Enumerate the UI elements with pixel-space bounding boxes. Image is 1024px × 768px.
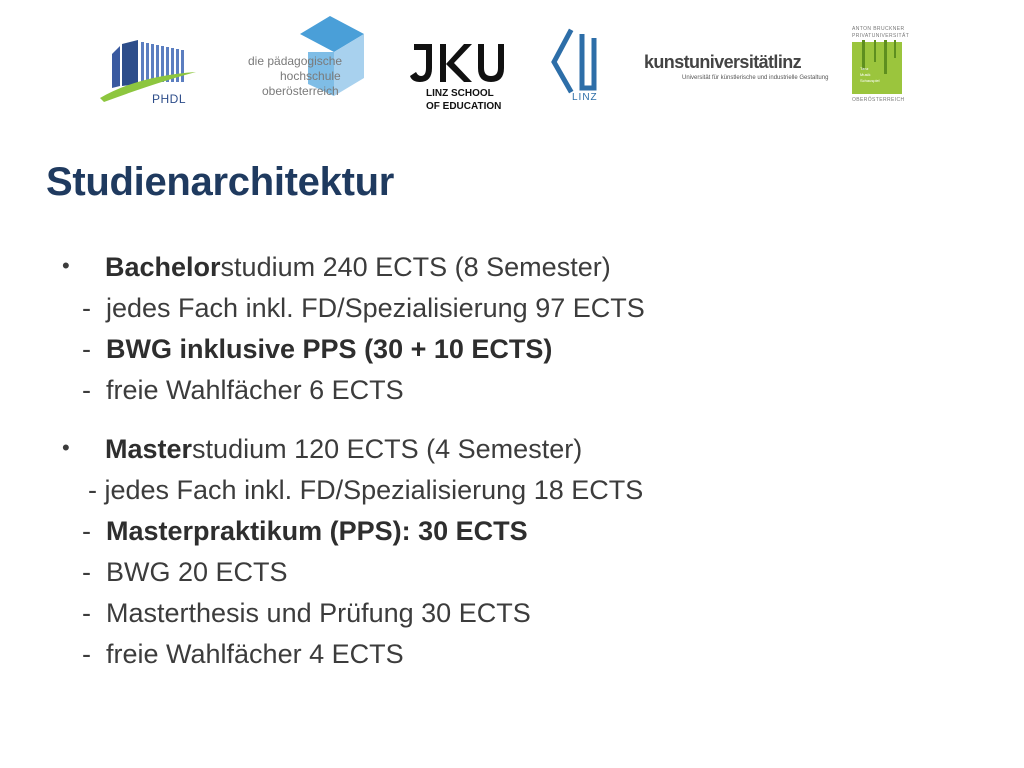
item-dash: - bbox=[88, 475, 105, 505]
bruckner-line3: OBERÖSTERREICH bbox=[852, 97, 905, 103]
bachelor-heading bbox=[105, 250, 611, 284]
item-dash: - bbox=[82, 557, 106, 587]
master-item bbox=[82, 514, 528, 548]
phdl-label: PHDL bbox=[152, 92, 187, 106]
phdl-logo bbox=[98, 36, 202, 108]
bruckner-green-line2: Musik bbox=[860, 72, 871, 77]
master-heading-rest: studium 120 ECTS (4 Semester) bbox=[192, 434, 583, 464]
jku-logo bbox=[410, 40, 506, 118]
item-dash: - bbox=[82, 334, 106, 364]
master-heading bbox=[105, 432, 582, 466]
item-text-bold: BWG inklusive PPS (30 + 10 ECTS) bbox=[106, 334, 553, 364]
ph-ooe-line2: hochschule bbox=[280, 69, 341, 83]
linz-label: LINZ bbox=[572, 92, 598, 103]
bruckner-green-line3: Schauspiel bbox=[860, 78, 880, 83]
jku-wordmark-icon bbox=[410, 40, 506, 86]
phdl-emblem-icon bbox=[98, 36, 202, 108]
master-heading-bold: Master bbox=[105, 434, 193, 464]
item-dash: - bbox=[82, 639, 106, 669]
kunstuni-logo bbox=[644, 52, 829, 88]
ph-ooe-logo bbox=[246, 14, 370, 100]
bruckner-green-square-icon bbox=[848, 40, 908, 100]
jku-line2: OF EDUCATION bbox=[426, 101, 502, 112]
item-dash: - bbox=[82, 516, 106, 546]
linz-logo bbox=[548, 28, 604, 108]
page-title: Studienarchitektur bbox=[46, 160, 394, 204]
item-text: freie Wahlfächer 6 ECTS bbox=[106, 375, 404, 405]
jku-line1: LINZ SCHOOL bbox=[426, 88, 494, 99]
ph-ooe-line1: die pädagogische bbox=[248, 54, 343, 68]
master-item bbox=[82, 637, 404, 671]
bachelor-item bbox=[82, 373, 404, 407]
item-text: Masterthesis und Prüfung 30 ECTS bbox=[106, 598, 531, 628]
linz-emblem-icon bbox=[548, 28, 604, 94]
item-text: jedes Fach inkl. FD/Spezialisierung 97 ECTS bbox=[106, 293, 645, 323]
bachelor-item bbox=[82, 332, 552, 366]
bruckner-line1: ANTON BRUCKNER bbox=[852, 26, 905, 32]
item-dash: - bbox=[82, 598, 106, 628]
master-item bbox=[88, 473, 643, 507]
item-text: jedes Fach inkl. FD/Spezialisierung 18 ECTS bbox=[104, 475, 644, 505]
item-dash: - bbox=[82, 375, 106, 405]
item-text: freie Wahlfächer 4 ECTS bbox=[106, 639, 404, 669]
bachelor-bullet: • bbox=[62, 253, 70, 278]
item-dash: - bbox=[82, 293, 106, 323]
bruckner-logo bbox=[848, 26, 908, 106]
master-bullet: • bbox=[62, 435, 70, 460]
master-item bbox=[82, 596, 531, 630]
bachelor-heading-bold: Bachelor bbox=[105, 252, 221, 282]
item-text: BWG 20 ECTS bbox=[106, 557, 288, 587]
bachelor-heading-rest: studium 240 ECTS (8 Semester) bbox=[220, 252, 611, 282]
bachelor-item bbox=[82, 291, 645, 325]
ph-ooe-line3: oberösterreich bbox=[262, 84, 339, 98]
bruckner-green-line1: Tanz bbox=[860, 66, 869, 71]
partner-logos-bar bbox=[0, 0, 1024, 130]
master-item bbox=[82, 555, 288, 589]
kunstuni-wordmark: kunstuniversitätlinz bbox=[644, 52, 802, 72]
kunstuni-subtitle: Universität für künstlerische und industrielle Gestaltung bbox=[682, 75, 829, 81]
bruckner-line2: PRIVATUNIVERSITÄT bbox=[852, 33, 910, 39]
item-text-bold: Masterpraktikum (PPS): 30 ECTS bbox=[106, 516, 528, 546]
